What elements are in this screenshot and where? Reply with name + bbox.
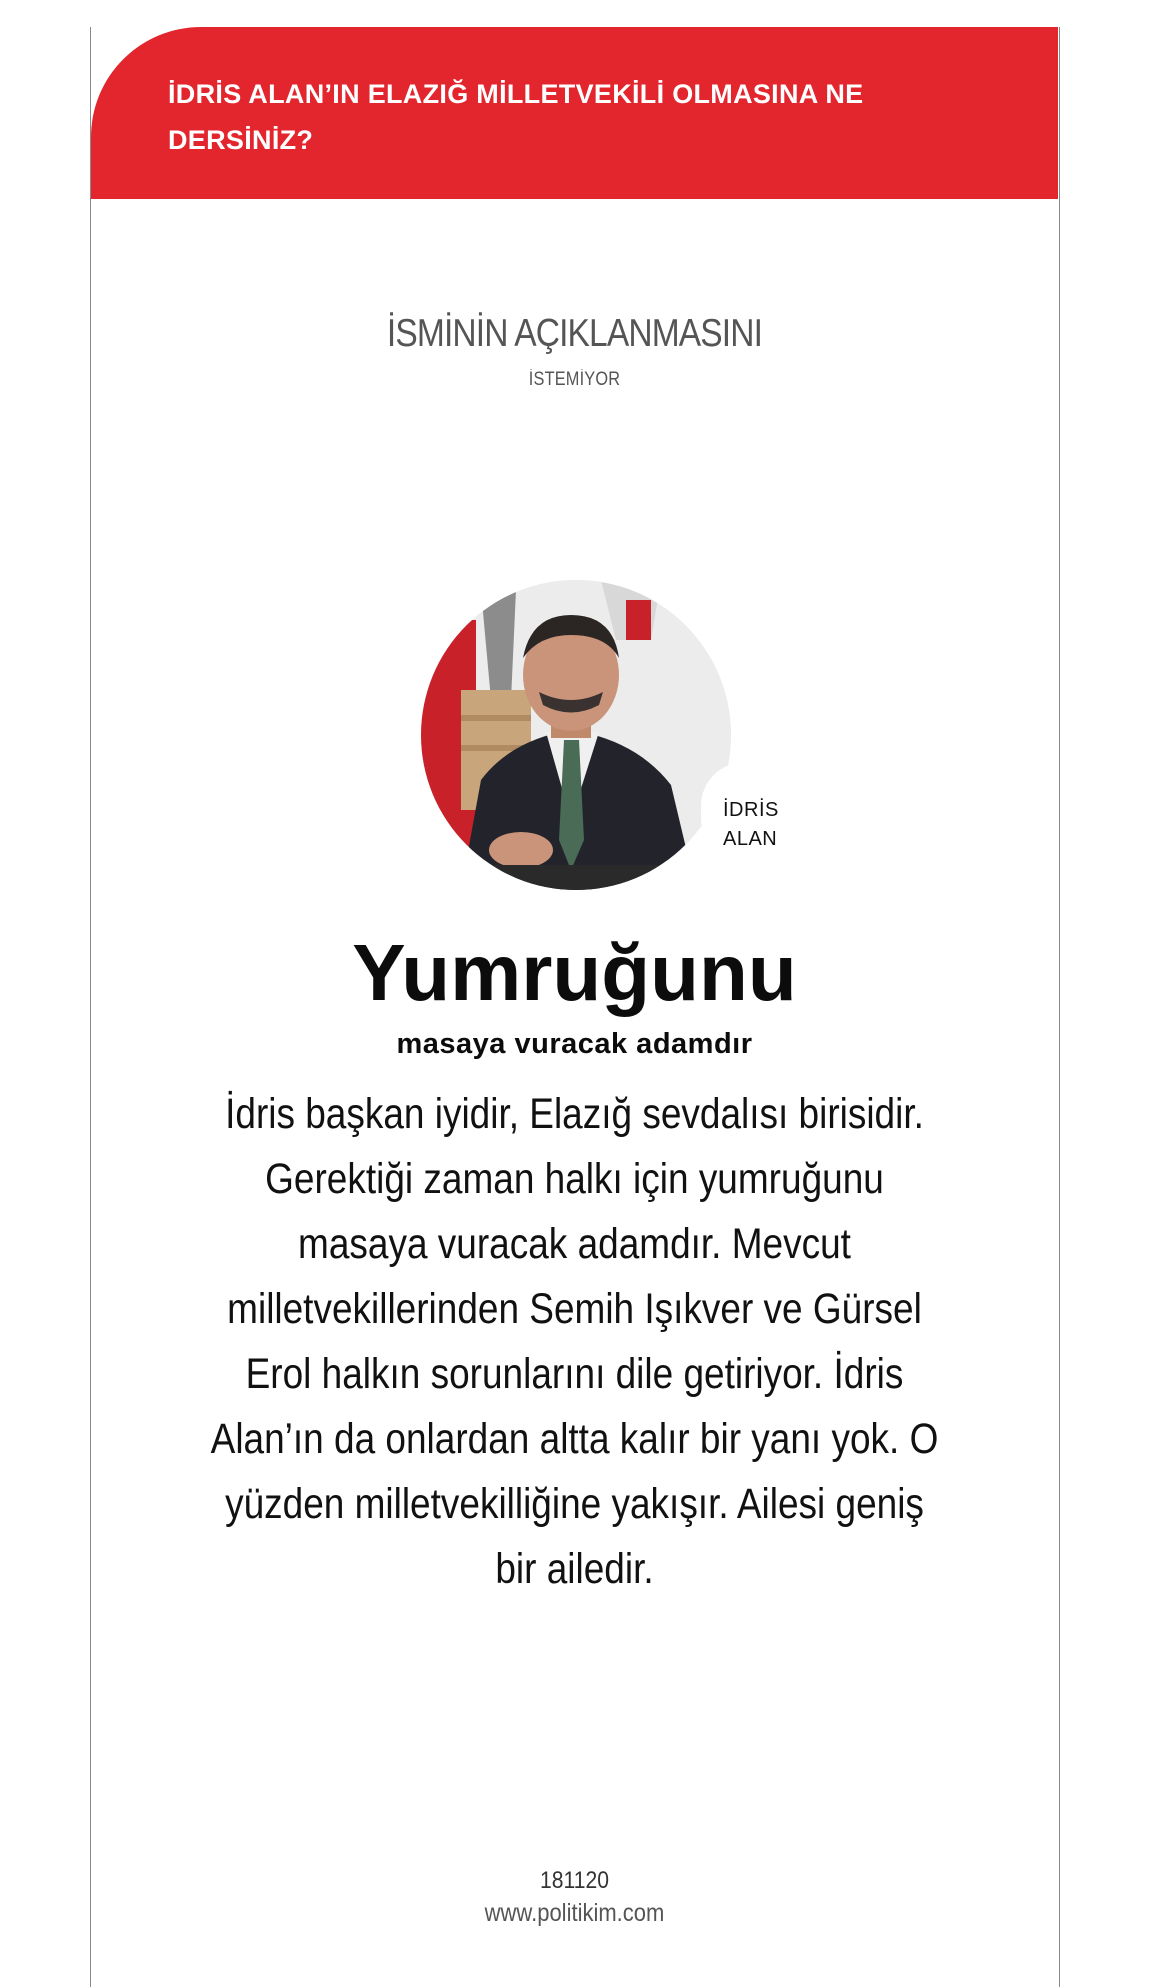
article-body: İdris başkan iyidir, Elazığ sevdalısı birisidir. Gerektiği zaman halkı için yumruğunu masaya vuracak adamdır. Mevcut milletvekillerinden Semih Işıkver ve Gürsel Erol halkın sorunlarını dile getiriyor. İdris Alan’ın da onlardan altta kalır bir yanı yok. O yüzden milletvekilliğine yakışır. Ailesi geniş bir ailedir. xyxy=(210,1090,939,1593)
kicker-sub: İSTEMİYOR xyxy=(528,369,621,390)
footer-code: 181120 xyxy=(540,1867,609,1894)
footer-url: www.politikim.com xyxy=(484,1899,665,1927)
portrait-illustration xyxy=(421,580,731,890)
portrait-photo xyxy=(421,580,731,890)
header-title: İDRİS ALAN’IN ELAZIĞ MİLLETVEKİLİ OLMASINA NE DERSİNİZ? xyxy=(168,79,864,155)
article-card xyxy=(90,27,1060,1987)
photo-name-line1: İDRİS xyxy=(723,799,779,821)
kicker-main: İSMİNİN AÇIKLANMASINI xyxy=(386,312,763,355)
header-banner xyxy=(91,27,1058,199)
photo-name-line2: ALAN xyxy=(723,828,778,850)
headline: Yumruğunu xyxy=(352,928,797,1017)
subheadline: masaya vuracak adamdır xyxy=(396,1028,753,1060)
